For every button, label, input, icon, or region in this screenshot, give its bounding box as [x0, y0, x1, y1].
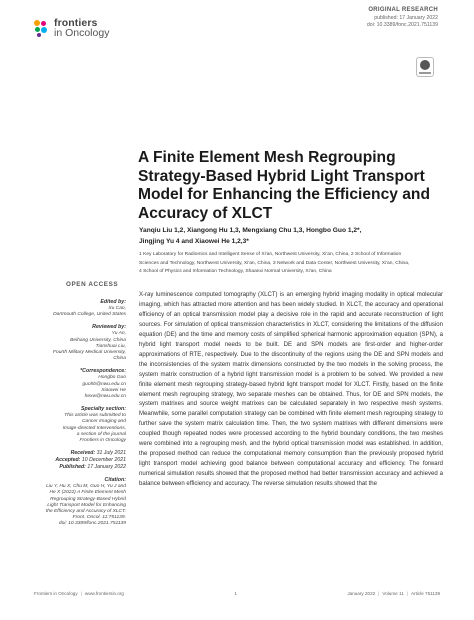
article-meta	[367, 7, 438, 30]
page-header	[0, 0, 474, 60]
article-sidebar	[16, 299, 126, 534]
footer-journal: Frontiers in Oncology	[34, 591, 78, 596]
page-footer: Frontiers in Oncology | www.frontiersin.org 1 January 2022 | Volume 11 | Article 751139	[34, 591, 440, 596]
author-line: Yanqiu Liu 1,2, Xiangong Hu 1,3, Mengxiang Chu 1,3, Hongbo Guo 1,2*,	[139, 227, 362, 234]
abstract-text: X-ray luminescence computed tomography (XLCT) is an emerging hybrid imaging modality in optical molecular imaging, which has attracted more attention and has been widely studied. In XLCT, the accuracy and operational efficiency of an optical transmission model play a decisive role in the rapid and accurate reconstruction of light sources. For simulation of optical transmission characteristics in XLCT, considering the limitations of the diffusion equation (DE) and the time and memory costs of simplified spherical harmonic approximation equation (SPN), a hybrid light transport model needs to be built. DE and SPN models are first-order and higher-order approximations of RTE, respectively. Due to the discontinuity of the regions using the DE and SPN models and the inconsistencies of the system matrix dimensions constructed by the two models in the solving process, the system matrix construction of a hybrid light transmission model is a problem to be solved. We provided a new finite element mesh regrouping strategy-based hybrid light transport model for XLCT. Firstly, based on the finite element mesh regrouping strategy, two separate meshes can be obtained. Thus, for DE and SPN models, the system matrixes and source weight matrixes can be calculated separately in two respective mesh systems. Meanwhile, some parallel computation strategy can be combined with finite element mesh regrouping strategy to further save the system matrix calculation time. Then, the two system matrixes with different dimensions were coupled though repeated nodes were processed according to the hybrid boundary conditions, the two meshes were combined into a regrouping mesh, and the hybrid optical transmission model was established. In addition, the proposed method can reduce the computational memory consumption than the previously proposed hybrid light transport model achieving good balance between computational accuracy and efficiency. The forward numerical simulation results showed that the proposed method had better transmission accuracy and achieved a balance between efficiency and accuracy. The reverse simulation results showed that the	[139, 292, 443, 488]
doi-link[interactable]: doi: 10.3389/fonc.2021.751139	[366, 22, 438, 28]
footer-article: Article 751139	[410, 591, 440, 596]
affiliation-line: Sciences and Technology, Northwest University, Xi'an, China, 3 Network and Data Center, Northwest University, Xi'an, China,	[139, 260, 410, 266]
correspondence-section: *Correspondence: Hongbo Guo guohb@nwu.edu.cn Xiaowei He hexw@nwu.edu.cn	[16, 368, 126, 400]
affiliation-line: 4 School of Physics and Information Technology, Shaanxi Normal University, Xi'an, China	[139, 269, 332, 274]
dates-section	[16, 450, 126, 471]
footer-site-link[interactable]: www.frontiersin.org	[84, 591, 124, 596]
footer-volume: Volume 11	[382, 591, 404, 596]
logo-name: frontiers	[54, 17, 98, 29]
accepted-date: Accepted: 10 December 2021	[55, 457, 126, 464]
footer-page-number: 1	[234, 591, 237, 596]
frontiers-logo-icon	[34, 20, 50, 38]
logo-journal: in Oncology	[54, 27, 110, 39]
article-title: A Finite Element Mesh Regrouping Strategy-Based Hybrid Light Transport Model for Enhancing the Efficiency and Accuracy of XLCT	[138, 149, 430, 222]
article-type: ORIGINAL RESEARCH	[368, 7, 438, 13]
reviewed-by-section: Reviewed by: Yu An, Beihang University, China Tianshuai Liu, Fourth Military Medical University, China	[52, 324, 126, 362]
footer-date: January 2022	[347, 591, 376, 596]
email-link[interactable]: guohb@nwu.edu.cn	[82, 381, 126, 387]
author-line: Jingjing Yu 4 and Xiaowei He 1,2,3*	[139, 237, 249, 245]
affiliations	[139, 251, 444, 277]
specialty-section: Specialty section: This article was submitted to Cancer Imaging and Image-directed Interventions, a section of the journal Frontiers in Oncology	[62, 406, 126, 444]
published-date: Published: 17 January 2022	[59, 464, 126, 471]
citation-section: Citation: Liu Y, Hu X, Chu M, Guo H, Yu J and He X (2022) A Finite Element Mesh Regrouping Strategy-Based Hybrid Light Transport Model for Enhancing the Efficiency and Accuracy of XLCT. Front. Oncol. 11:751139. doi: 10.3389/fonc.2021.751139	[16, 477, 126, 527]
received-date: Received: 31 July 2021	[70, 450, 126, 457]
open-access-label: OPEN ACCESS	[66, 281, 119, 288]
check-for-updates-icon[interactable]	[416, 57, 434, 77]
published-line: published: 17 January 2022	[374, 14, 438, 21]
email-link[interactable]: hexw@nwu.edu.cn	[84, 394, 126, 400]
frontiers-logo[interactable]	[34, 18, 109, 38]
affiliation-line: 1 Key Laboratory for Radiomics and Intelligent Sense of Xi'an, Northwest University, Xi'an, China, 2 School of Information	[139, 252, 402, 257]
citation-doi-link[interactable]: doi: 10.3389/fonc.2021.751139	[58, 521, 126, 527]
edited-by-section: Edited by: Xu Cao, Dartmouth College, United States	[53, 299, 126, 318]
author-list	[139, 226, 439, 247]
